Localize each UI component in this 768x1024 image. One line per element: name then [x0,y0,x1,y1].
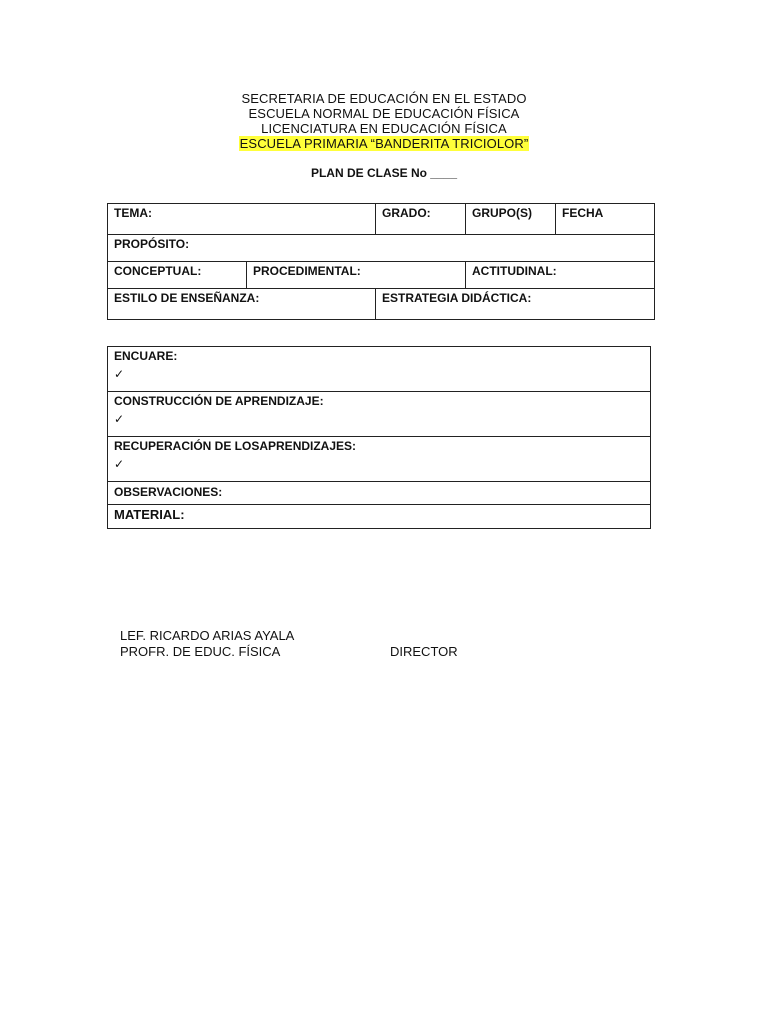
table-row [108,289,655,320]
header-line-primaria-wrapper [0,136,768,151]
table-row [108,235,655,262]
teacher-name: LEF. RICARDO ARIAS AYALA [120,628,295,643]
cell-procedimental: PROCEDIMENTAL: [247,262,466,289]
cell-estrategia: ESTRATEGIA DIDÁCTICA: [376,289,655,320]
checkmark-icon: ✓ [114,412,125,426]
encuare-label: ENCUARE: [114,349,178,363]
cell-proposito: PROPÓSITO: [108,235,655,262]
cell-estilo: ESTILO DE ENSEÑANZA: [108,289,376,320]
director-label: DIRECTOR [390,644,458,659]
table-row [108,262,655,289]
cell-fecha: FECHA [556,204,655,235]
cell-observaciones: OBSERVACIONES: [108,482,651,505]
cell-encuare [108,347,651,392]
plan-info-table [107,203,655,320]
checkmark-icon: ✓ [114,457,125,471]
header-line-licenciatura: LICENCIATURA EN EDUCACIÓN FÍSICA [261,121,507,136]
table-row [108,392,651,437]
cell-construccion [108,392,651,437]
cell-actitudinal: ACTITUDINAL: [466,262,655,289]
table-row [108,505,651,529]
header-line-secretaria: SECRETARIA DE EDUCACIÓN EN EL ESTADO [241,91,527,106]
recuperacion-label: RECUPERACIÓN DE LOSAPRENDIZAJES: [114,439,357,453]
teacher-signature-block [120,628,294,660]
cell-tema: TEMA: [108,204,376,235]
table-row [108,204,655,235]
table-row [108,482,651,505]
cell-material: MATERIAL: [108,505,651,529]
cell-conceptual: CONCEPTUAL: [108,262,247,289]
cell-grupo: GRUPO(S) [466,204,556,235]
table-row [108,437,651,482]
table-row [108,347,651,392]
construccion-label: CONSTRUCCIÓN DE APRENDIZAJE: [114,394,324,408]
cell-recuperacion [108,437,651,482]
plan-title: PLAN DE CLASE No ____ [310,166,458,180]
cell-grado: GRADO: [376,204,466,235]
plan-sections-table [107,346,651,529]
document-header [0,91,768,151]
header-line-primaria: ESCUELA PRIMARIA “BANDERITA TRICIOLOR” [239,136,529,151]
header-line-escuela-normal: ESCUELA NORMAL DE EDUCACIÓN FÍSICA [248,106,520,121]
teacher-role: PROFR. DE EDUC. FÍSICA [120,644,281,659]
checkmark-icon: ✓ [114,367,125,381]
